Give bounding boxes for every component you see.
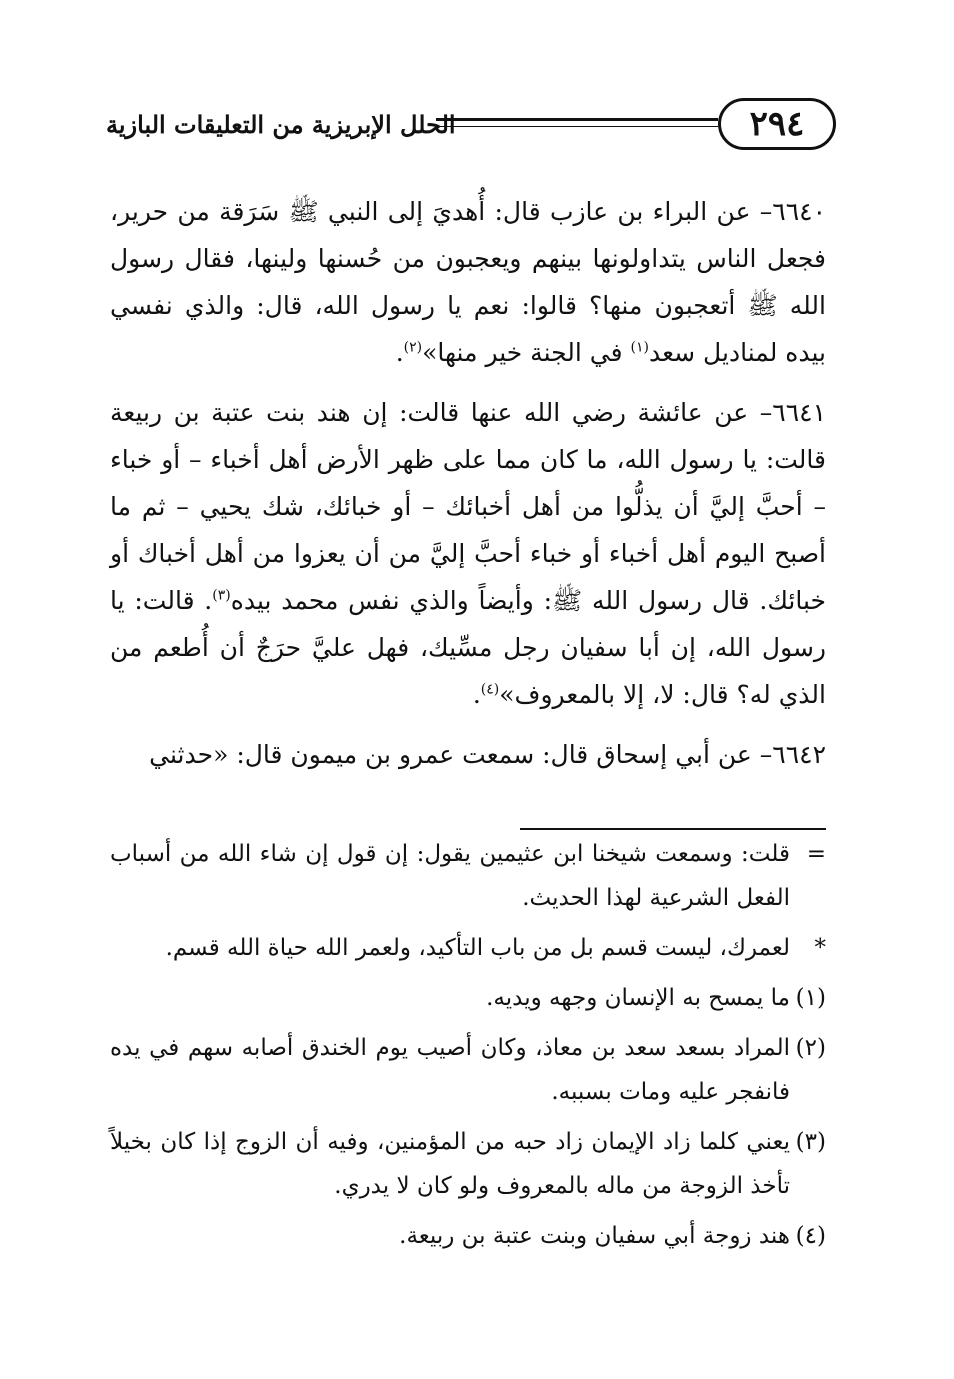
footnote-reference[interactable]: (١) [630, 339, 649, 356]
footnote-item [110, 976, 826, 1020]
footnote-item [110, 926, 826, 970]
footnote-text: هند زوجة أبي سفيان وبنت عتبة بن ربيعة. [399, 1223, 790, 1249]
footnote-marker: (٣) [795, 1129, 826, 1155]
hadith-text: – عن البراء بن عازب قال: أُهديَ إلى النبي ﷺ سَرَقة من حرير، فجعل الناس يتداولونها بينهم ويعجبون من حُسنها ولينها، فقال رسول الله ﷺ أتعجبون منها؟ قالوا: نعم يا رسول الله، قال: والذي نفسي بيده لمناديل سعد [110, 197, 826, 367]
hadith-text: في الجنة خير منها» [422, 338, 631, 367]
footnote-reference[interactable]: (٣) [212, 587, 231, 604]
footnote-reference[interactable]: (٢) [403, 339, 423, 356]
footnotes [110, 832, 826, 1264]
page-number: ٢٩٤ [718, 98, 836, 150]
page-header [106, 96, 836, 158]
footnote-item [110, 832, 826, 920]
footnote-marker: * [814, 935, 826, 961]
hadith-text: . [472, 680, 481, 709]
header-rule [436, 118, 718, 127]
footnote-separator [520, 828, 826, 830]
footnote-text: لعمرك، ليست قسم بل من باب التأكيد، ولعمر الله حياة الله قسم. [165, 935, 790, 961]
footnote-text: ما يمسح به الإنسان وجهه ويديه. [486, 985, 790, 1011]
hadith-text: – عن عائشة رضي الله عنها قالت: إن هند بنت عتبة بن ربيعة قالت: يا رسول الله، ما كان مما على ظهر الأرض أهل أخباء – أو خباء – أحبَّ إليَّ أن يذلُّوا من أهل أخبائك – أو خبائك، شك يحيي – ثم ما أصبح اليوم أهل أخباء أو خباء أحبَّ إليَّ من أن يعزوا من أهل أخباك أو خبائك. قال رسول الله ﷺ: وأيضاً والذي نفس محمد بيده [110, 398, 827, 615]
footnote-text: المراد بسعد سعد بن معاذ، وكان أصيب يوم الخندق أصابه سهم في يده فانفجر عليه ومات بسببه. [110, 1035, 790, 1105]
footnote-marker: (٢) [795, 1035, 826, 1061]
footnote-text: يعني كلما زاد الإيمان زاد حبه من المؤمنين، وفيه أن الزوج إذا كان بخيلاً تأخذ الزوجة من ماله بالمعروف ولو كان لا يدري. [110, 1129, 790, 1199]
footnote-text: قلت: وسمعت شيخنا ابن عثيمين يقول: إن قول إن شاء الله من أسباب الفعل الشرعية لهذا الحديث. [110, 841, 790, 911]
hadith-text: . [395, 338, 404, 367]
footnote-marker: = [806, 841, 826, 867]
book-title: الحلل الإبريزية من التعليقات البازية [106, 110, 456, 139]
hadith-entry [110, 389, 826, 718]
hadith-text: . قالت: يا رسول الله، إن أبا سفيان رجل مسِّيك، فهل عليَّ حرَجٌ أن أُطعم من الذي له؟ قال: لا، إلا بالمعروف» [110, 586, 826, 709]
footnote-item [110, 1120, 826, 1208]
footnote-item [110, 1214, 826, 1258]
hadith-number: ٦٦٤٢ [772, 740, 826, 769]
main-text [110, 188, 826, 791]
hadith-number: ٦٦٤١ [772, 398, 826, 427]
hadith-number: ٦٦٤٠ [772, 197, 826, 226]
hadith-text: – عن أبي إسحاق قال: سمعت عمرو بن ميمون قال: «حدثني [149, 740, 773, 769]
hadith-entry [110, 188, 826, 376]
footnote-marker: (٤) [795, 1223, 826, 1249]
footnote-reference[interactable]: (٤) [480, 681, 500, 698]
hadith-entry [110, 731, 826, 778]
footnote-item [110, 1026, 826, 1114]
footnote-marker: (١) [795, 985, 826, 1011]
